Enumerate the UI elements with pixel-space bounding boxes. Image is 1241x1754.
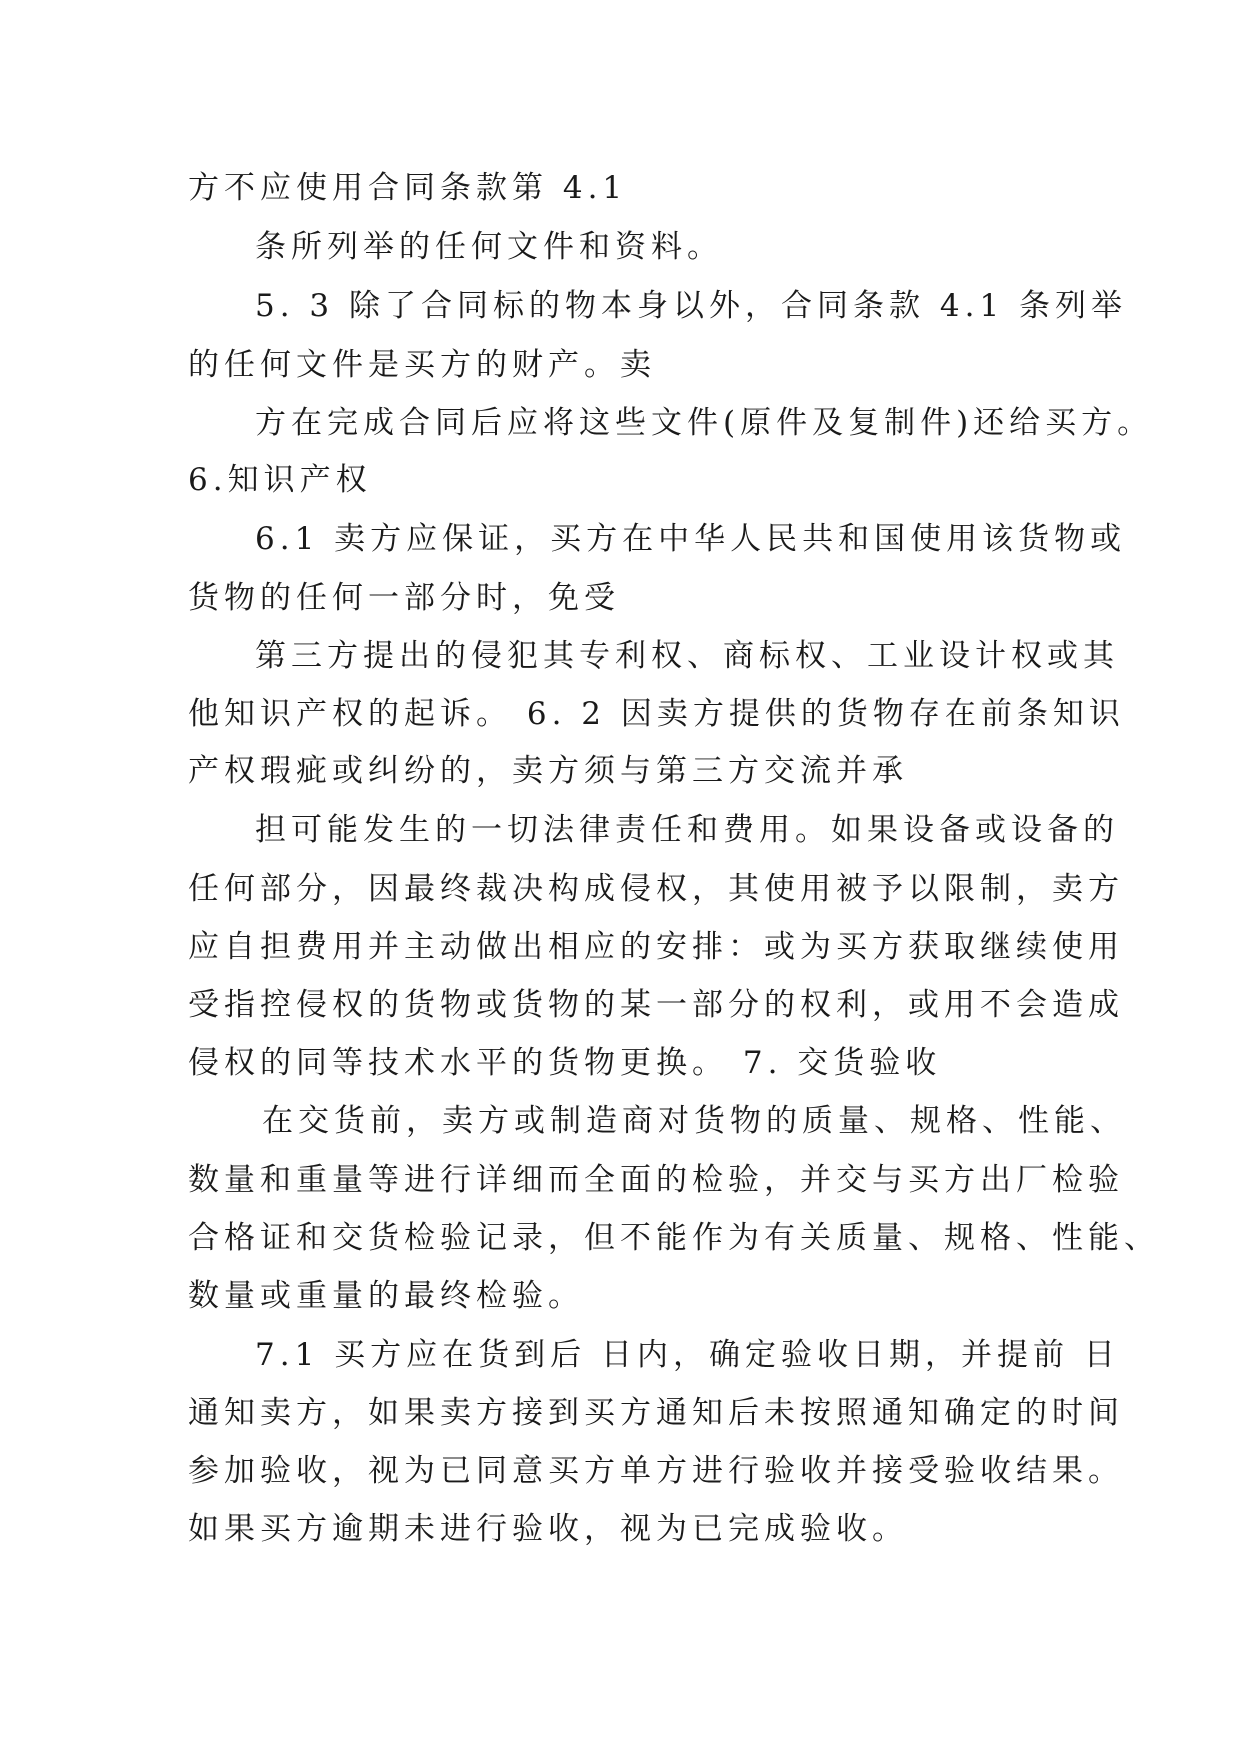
text-line-8: 货物的任何一部分时，免受: [188, 580, 620, 616]
text-line-12: 担可能发生的一切法律责任和费用。如果设备或设备的: [255, 812, 1119, 848]
text-line-11: 产权瑕疵或纠纷的，卖方须与第三方交流并承: [188, 753, 908, 789]
text-line-19: 合格证和交货检验记录，但不能作为有关质量、规格、性能、: [188, 1220, 1160, 1256]
text-line-4: 的任何文件是买方的财产。卖: [188, 347, 656, 383]
text-line-2: 条所列举的任何文件和资料。: [255, 229, 723, 265]
text-line-18: 数量和重量等进行详细而全面的检验，并交与买方出厂检验: [188, 1162, 1124, 1198]
text-line-1: 方不应使用合同条款第 4.1: [188, 170, 628, 206]
text-line-14: 应自担费用并主动做出相应的安排：或为买方获取继续使用: [188, 929, 1124, 965]
text-line-13: 任何部分，因最终裁决构成侵权，其使用被予以限制，卖方: [188, 871, 1124, 907]
text-line-15: 受指控侵权的货物或货物的某一部分的权利，或用不会造成: [188, 987, 1124, 1023]
text-line-9: 第三方提出的侵犯其专利权、商标权、工业设计权或其: [255, 638, 1119, 674]
text-line-20: 数量或重量的最终检验。: [188, 1278, 584, 1314]
text-line-10: 他知识产权的起诉。 6. 2 因卖方提供的货物存在前条知识: [188, 696, 1125, 732]
text-line-7: 6.1 卖方应保证，买方在中华人民共和国使用该货物或: [255, 521, 1127, 557]
text-line-5: 方在完成合同后应将这些文件(原件及复制件)还给买方。: [255, 405, 1154, 441]
text-line-24: 如果买方逾期未进行验收，视为已完成验收。: [188, 1511, 908, 1547]
text-line-3: 5. 3 除了合同标的物本身以外，合同条款 4.1 条列举: [255, 288, 1128, 324]
text-line-21: 7.1 买方应在货到后 日内，确定验收日期，并提前 日: [255, 1337, 1120, 1373]
text-line-22: 通知卖方，如果卖方接到买方通知后未按照通知确定的时间: [188, 1395, 1124, 1431]
text-line-23: 参加验收，视为已同意买方单方进行验收并接受验收结果。: [188, 1453, 1124, 1489]
text-line-17: 在交货前，卖方或制造商对货物的质量、规格、性能、: [262, 1103, 1126, 1139]
text-line-16: 侵权的同等技术水平的货物更换。 7. 交货验收: [188, 1045, 942, 1081]
section-heading-6: 6.知识产权: [188, 462, 372, 498]
